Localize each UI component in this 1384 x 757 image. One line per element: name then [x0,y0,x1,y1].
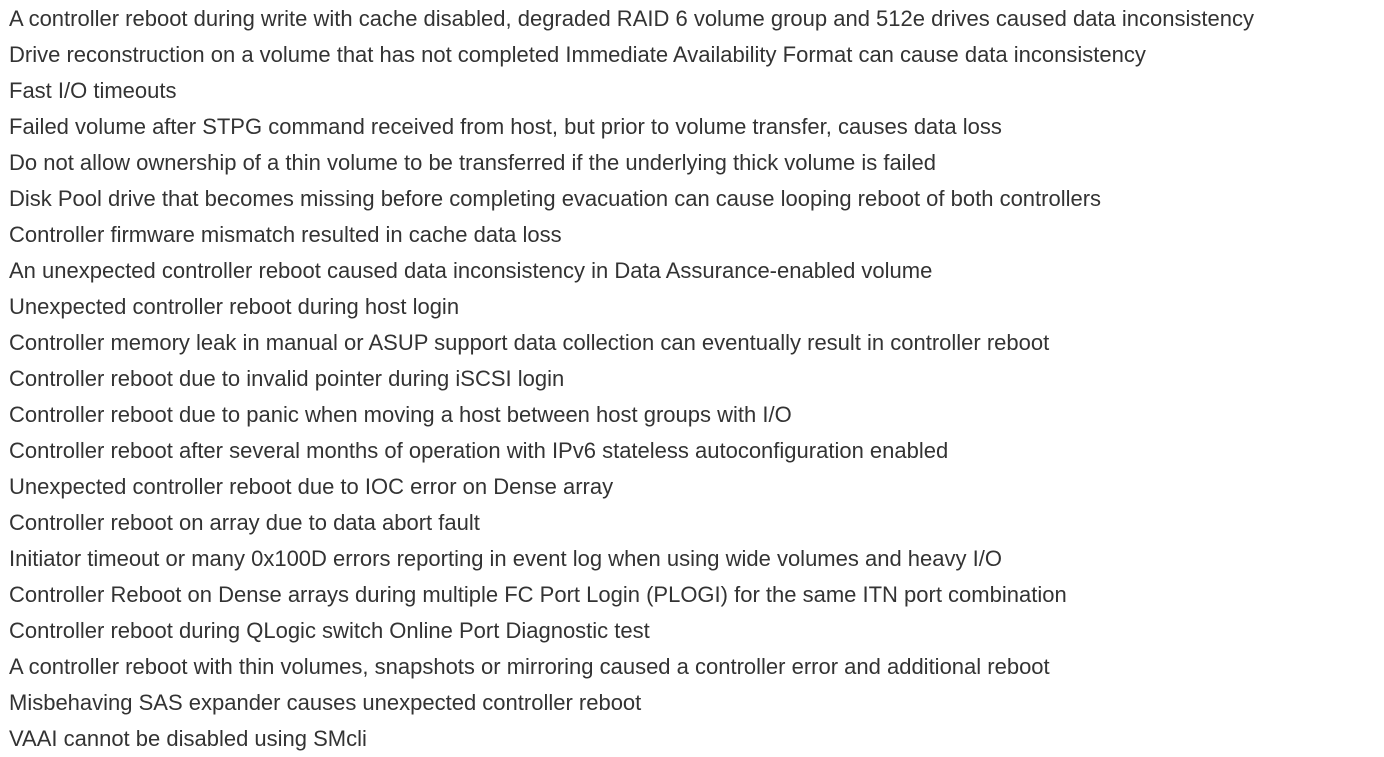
issue-item: A controller reboot with thin volumes, snapshots or mirroring caused a controller error and additional reboot [9,654,1050,679]
issue-item: Initiator timeout or many 0x100D errors reporting in event log when using wide volumes and heavy I/O [9,546,1002,571]
issue-item: Do not allow ownership of a thin volume to be transferred if the underlying thick volume is failed [9,150,936,175]
issue-item: Controller reboot due to panic when moving a host between host groups with I/O [9,402,792,427]
issue-item: A controller reboot during write with cache disabled, degraded RAID 6 volume group and 512e drives caused data inconsistency [9,6,1254,31]
issue-item: Controller reboot on array due to data abort fault [9,510,480,535]
issue-item: Controller reboot due to invalid pointer during iSCSI login [9,366,565,391]
issue-item: Disk Pool drive that becomes missing before completing evacuation can cause looping reboot of both controllers [9,186,1102,211]
issue-list [9,1,1254,757]
issue-item: Controller reboot after several months of operation with IPv6 stateless autoconfiguration enabled [9,438,949,463]
issue-item: Unexpected controller reboot due to IOC error on Dense array [9,474,614,499]
issue-item: Controller Reboot on Dense arrays during multiple FC Port Login (PLOGI) for the same ITN port combination [9,582,1067,607]
issue-item: Controller reboot during QLogic switch Online Port Diagnostic test [9,618,650,643]
issue-item: Failed volume after STPG command received from host, but prior to volume transfer, causes data loss [9,114,1002,139]
issue-item: Drive reconstruction on a volume that has not completed Immediate Availability Format can cause data inconsistency [9,42,1146,67]
issue-item: Misbehaving SAS expander causes unexpected controller reboot [9,690,642,715]
issue-item: An unexpected controller reboot caused data inconsistency in Data Assurance-enabled volume [9,258,933,283]
issue-item: Controller memory leak in manual or ASUP support data collection can eventually result in controller reboot [9,330,1050,355]
issue-item: Fast I/O timeouts [9,78,177,103]
issue-item: Unexpected controller reboot during host login [9,294,460,319]
issue-item: Controller firmware mismatch resulted in cache data loss [9,222,562,247]
issue-item: VAAI cannot be disabled using SMcli [9,726,367,751]
